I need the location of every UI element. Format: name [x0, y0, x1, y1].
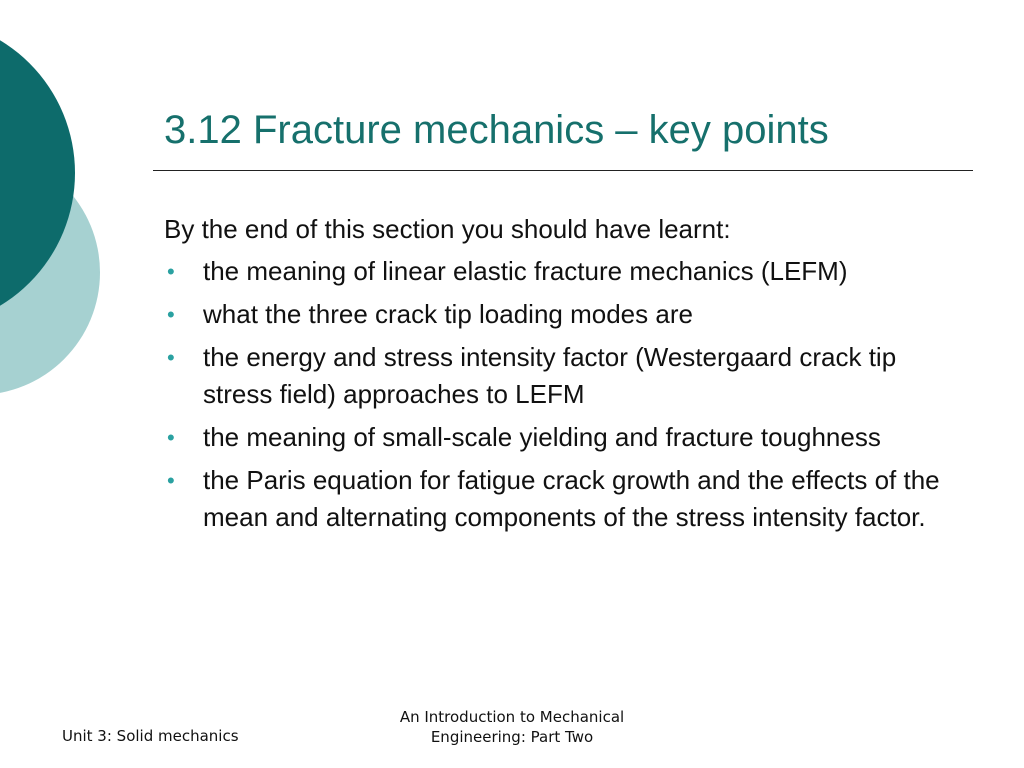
bullet-icon: •: [167, 302, 175, 327]
bullet-text: what the three crack tip loading modes are: [203, 299, 693, 329]
list-item: [164, 419, 964, 456]
bullet-icon: •: [167, 259, 175, 284]
bullet-text: the meaning of linear elastic fracture mechanics (LEFM): [203, 256, 848, 286]
bullet-text: the meaning of small-scale yielding and fracture toughness: [203, 422, 881, 452]
list-item: [164, 296, 964, 333]
footer-course-title-line1: An Introduction to Mechanical: [399, 708, 625, 726]
bullet-icon: •: [167, 425, 175, 450]
bullet-text: the Paris equation for fatigue crack growth and the effects of the mean and alternating components of the stress intensity factor.: [203, 465, 940, 532]
intro-text: By the end of this section you should have learnt:: [164, 214, 731, 244]
footer-unit-label: Unit 3: Solid mechanics: [62, 727, 239, 745]
slide-body: [164, 211, 964, 542]
slide-title: 3.12 Fracture mechanics – key points: [164, 108, 829, 152]
footer-course-title-line2: Engineering: Part Two: [430, 728, 594, 746]
footer-course-title: [362, 707, 662, 747]
list-item: [164, 339, 964, 413]
title-divider: [153, 170, 973, 171]
bullet-text: the energy and stress intensity factor (Westergaard crack tip stress field) approaches to LEFM: [203, 342, 897, 409]
list-item: [164, 253, 964, 290]
list-item: [164, 462, 964, 536]
bullet-icon: •: [167, 468, 175, 493]
key-points-list: [164, 253, 964, 536]
bullet-icon: •: [167, 345, 175, 370]
